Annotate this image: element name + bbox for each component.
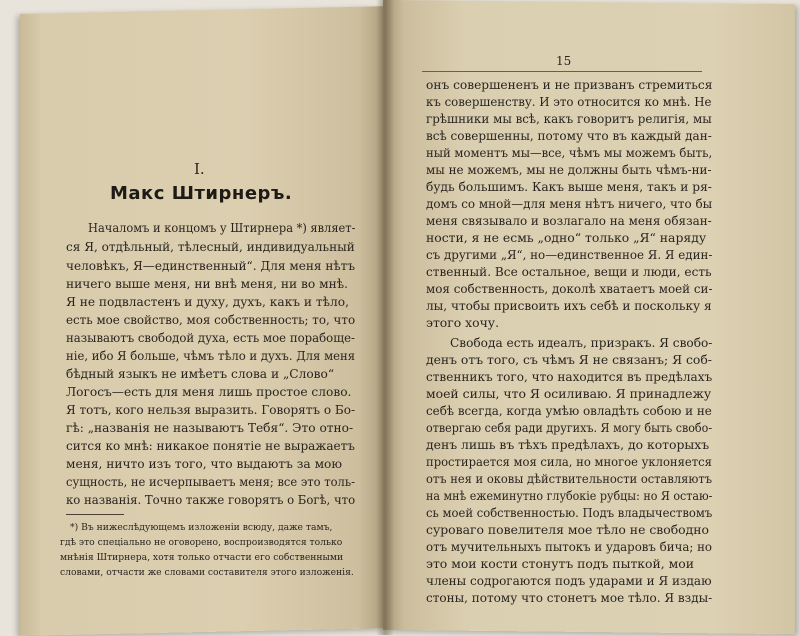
left-line: Началомъ и концомъ у Штирнера *) являет-: [88, 221, 356, 235]
right-line: Свобода есть идеалъ, призракъ. Я свобо-: [450, 335, 713, 350]
right-line: онъ совершененъ и не призванъ стремиться: [426, 77, 713, 92]
right-line: денъ лишь въ тѣхъ предѣлахъ, до которыхъ: [426, 437, 710, 452]
right-line: ный моментъ мы—все, чѣмъ мы можемъ быть,: [426, 145, 713, 160]
right-line: будь большимъ. Какъ выше меня, такъ и ря-: [426, 179, 712, 194]
right-line: лы, чтобы присвоить ихъ себѣ и поскольку я: [426, 298, 712, 313]
right-line: домъ со мной—для меня нѣтъ ничего, что бы: [426, 196, 713, 211]
left-line: ничего выше меня, ни внѣ меня, ни во мнѣ.: [66, 277, 348, 291]
right-line: отвергаю себя ради другихъ. Я могу быть свобо-: [426, 420, 713, 435]
right-line: моей силы, что Я осиливаю. Я принадлежу: [426, 386, 712, 401]
left-line: есть мое свойство, моя собственность; то, что: [66, 313, 356, 327]
right-line: моя собственность, доколѣ хватаетъ моей си-: [426, 281, 713, 296]
right-line: всѣ совершенны, потому что въ каждый дан-: [426, 128, 712, 143]
right-line: ности, я не есмь „одно“ только „Я“ наряду: [426, 230, 707, 245]
footnote-line: гдѣ это спеціально не оговорено, воспроизводятся только: [60, 537, 343, 548]
right-line: на мнѣ ежеминутно глубокіе рубцы: но Я остаю-: [426, 488, 713, 503]
left-line: Логосъ—есть для меня лишь простое слово.: [66, 385, 352, 399]
header-rule: [422, 71, 702, 72]
footnote-line: мнѣнія Штирнера, хотя только отчасти его собственными: [60, 552, 344, 563]
right-line: этого хочу.: [426, 315, 500, 330]
left-line: ко названія. Точно также говорятъ о Богѣ, что: [66, 493, 356, 507]
right-line: отъ мучительныхъ пытокъ и ударовъ бича; но: [426, 539, 713, 554]
book-gutter: [376, 0, 394, 635]
right-line: стоны, потому что стонетъ мое тѣло. Я взды-: [426, 590, 713, 605]
left-line: ніе, ибо Я больше, чѣмъ тѣло и духъ. Для меня: [66, 349, 356, 363]
page-number: 15: [556, 54, 572, 68]
right-line: отъ нея и оковы дѣйствительности оставляютъ: [426, 471, 713, 486]
left-line: Я тотъ, кого нельзя выразить. Говорятъ о Бо-: [66, 403, 356, 417]
left-line: ся Я, отдѣльный, тѣлесный, индивидуальный: [66, 240, 355, 254]
right-line: ственникъ того, что находится въ предѣлахъ: [426, 369, 713, 384]
left-line: сущность, не исчерпываетъ меня; все это толь-: [66, 475, 355, 489]
right-line: грѣшники мы всѣ, какъ говоритъ религія, мы: [426, 111, 712, 126]
right-line: къ совершенству. И это относится ко мнѣ. Не: [426, 94, 712, 109]
right-line: ственный. Все остальное, вещи и люди, есть: [426, 264, 712, 279]
right-line: члены содрогаются подъ ударами и Я издаю: [426, 573, 712, 588]
left-line: гѣ: „названія не называютъ Тебя“. Это отно-: [66, 421, 354, 435]
left-line: сится ко мнѣ: никакое понятіе не выражаетъ: [66, 439, 355, 453]
footnote-line: *) Въ нижеслѣдующемъ изложеніи всюду, даже тамъ,: [70, 522, 333, 533]
right-line: сь моей собственностью. Подъ владычествомъ: [426, 505, 713, 520]
footnote-rule: [66, 514, 124, 515]
left-line: человѣкъ, Я—единственный“. Для меня нѣтъ: [66, 259, 356, 273]
right-line: простирается моя сила, но многое уклоняется: [426, 454, 712, 469]
left-line: называютъ свободой духа, есть мое порабоще-: [66, 331, 355, 345]
left-line: меня, ничто изъ того, что выдаютъ за мою: [66, 457, 342, 471]
left-line: бѣдный языкъ не имѣетъ слова и „Слово“: [66, 367, 335, 381]
right-line: мы не можемъ, мы не должны быть чѣмъ-ни-: [426, 162, 712, 177]
right-line: съ другими „Я“, но—единственное Я. Я един-: [426, 247, 713, 262]
right-line: суроваго повелителя мое тѣло не свободно: [426, 522, 709, 537]
right-line: меня связывало и возлагало на меня обязан-: [426, 213, 712, 228]
chapter-number: I.: [194, 160, 205, 178]
right-line: себѣ всегда, когда умѣю овладѣть собою и не: [426, 403, 712, 418]
right-line: денъ отъ того, съ чѣмъ Я не связанъ; Я соб-: [426, 352, 712, 367]
left-line: Я не подвластенъ и духу, духъ, какъ и тѣло,: [66, 295, 349, 309]
right-line: это мои кости стонутъ подъ пыткой, мои: [426, 556, 695, 571]
footnote-line: словами, отчасти же словами составителя этого изложенія.: [60, 567, 354, 578]
chapter-title: Макс Штирнеръ.: [110, 183, 293, 204]
